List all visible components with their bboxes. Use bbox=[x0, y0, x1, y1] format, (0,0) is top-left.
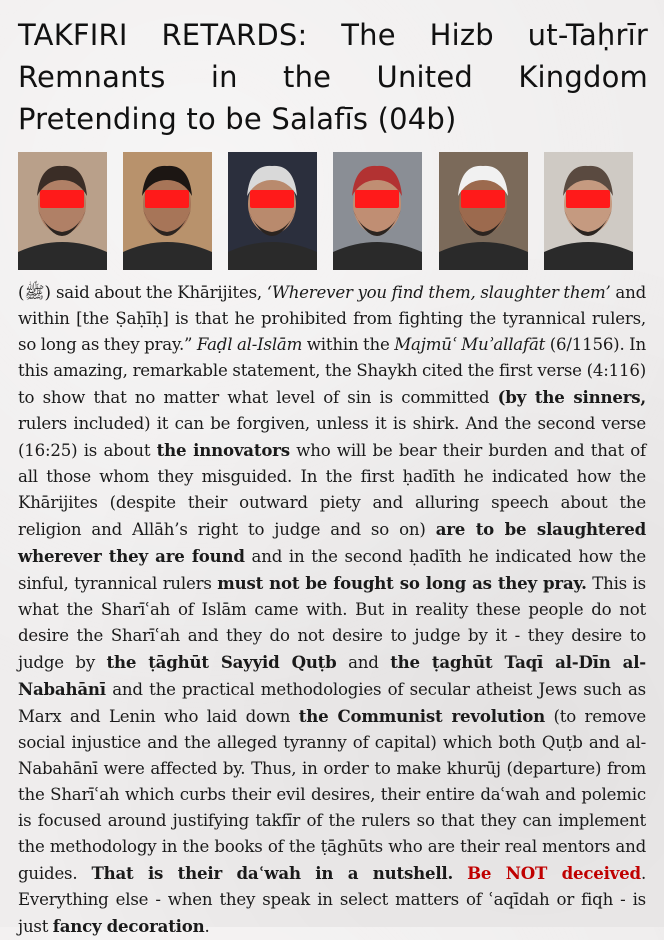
book-title: Faḍl al-Islām bbox=[196, 335, 303, 354]
title-line-1: TAKFIRI RETARDS: The Hizb ut-Taḥrīr bbox=[18, 18, 648, 52]
text-segment: This is what the Sharīʿah of Islām came with. But in reality these people do not desire the Sharīʿah and they do not desire to judge by it - they desire to judge by bbox=[18, 574, 646, 672]
censor-bar bbox=[40, 190, 84, 208]
page-title bbox=[18, 14, 648, 140]
photo-person-1 bbox=[18, 152, 107, 270]
text-segment: . bbox=[204, 917, 210, 936]
censor-bar bbox=[566, 190, 610, 208]
photo-strip bbox=[18, 152, 648, 270]
book-title: Majmūʿ Muʾallafāt bbox=[394, 335, 546, 354]
photo-person-5 bbox=[439, 152, 528, 270]
article-body bbox=[18, 280, 646, 940]
emphasis: must not be fought so long as they pray. bbox=[217, 573, 587, 593]
title-line-2: Remnants in the United Kingdom bbox=[18, 60, 648, 94]
emphasis: the ṭāghūt Sayyid Quṭb bbox=[106, 652, 337, 672]
text-segment: said about the Khārijites, bbox=[51, 283, 267, 302]
text-segment: within the bbox=[302, 335, 395, 354]
portrait-4 bbox=[333, 152, 422, 270]
warning-emphasis: Be NOT deceived bbox=[467, 863, 641, 883]
text-segment: (6/1156). In this amazing, remarkable statement, the Shaykh cited the first verse (4:116) to show that no matter what level of sin is committed bbox=[18, 335, 646, 407]
photo-person-6 bbox=[544, 152, 633, 270]
censor-bar bbox=[355, 190, 399, 208]
emphasis: That is their daʿwah in a nutshell. bbox=[91, 863, 454, 883]
text-segment: and in the second ḥadīth he indicated how the sinful, tyrannical rulers bbox=[18, 547, 646, 593]
text-segment: . Everything else - when they speak in select matters of ʿaqīdah or fiqh - is just bbox=[18, 864, 647, 936]
photo-person-2 bbox=[123, 152, 212, 270]
censor-bar bbox=[461, 190, 505, 208]
text-segment bbox=[453, 864, 467, 883]
photo-person-4 bbox=[333, 152, 422, 270]
censor-bar bbox=[145, 190, 189, 208]
text-segment: who will be bear their burden and that of all those whom they misguided. In the first ḥadīth he indicated how the Khārijites (despite their outward piety and alluring speech about the religion and Allāh’s right to judge and so on) bbox=[18, 441, 646, 539]
text-segment: rulers included) it can be forgiven, unless it is shirk. And the second verse (16:25) is about bbox=[18, 414, 646, 460]
portrait-6 bbox=[544, 152, 633, 270]
salawat-glyph: (ﷺ) bbox=[18, 283, 52, 302]
text-segment: and bbox=[336, 653, 391, 672]
quote-hadith: ‘Wherever you find them, slaughter them’ bbox=[266, 283, 611, 302]
text-segment: and the practical methodologies of secular atheist Jews such as Marx and Lenin who laid down bbox=[18, 680, 646, 726]
portrait-2 bbox=[123, 152, 212, 270]
emphasis: the Communist revolution bbox=[298, 706, 545, 726]
portrait-3 bbox=[228, 152, 317, 270]
censor-bar bbox=[250, 190, 294, 208]
emphasis: the ṭaghūt Taqī al-Dīn al-Nabahānī bbox=[18, 652, 646, 699]
emphasis: are to be slaughtered wherever they are found bbox=[18, 519, 646, 566]
photo-person-3 bbox=[228, 152, 317, 270]
portrait-1 bbox=[18, 152, 107, 270]
text-segment: (to remove social injustice and the alleged tyranny of capital) which both Quṭb and al-Nabahānī were affected by. Thus, in order to make khurūj (departure) from the Sharīʿah which curbs their evil desires, their entire daʿwah and polemic is focused around justifying takfīr of the rulers so that they can implement the methodology in the books of the ṭāghūts who are their real mentors and guides. bbox=[18, 707, 646, 883]
portrait-5 bbox=[439, 152, 528, 270]
emphasis: the innovators bbox=[156, 440, 290, 460]
emphasis: fancy decoration bbox=[52, 916, 205, 936]
title-line-3: Pretending to be Salafīs (04b) bbox=[18, 102, 457, 136]
text-segment: and within [the Ṣaḥīḥ] is that he prohibited from fighting the tyrannical rulers, so long as they pray.” bbox=[18, 283, 646, 354]
emphasis: (by the sinners, bbox=[497, 387, 646, 407]
